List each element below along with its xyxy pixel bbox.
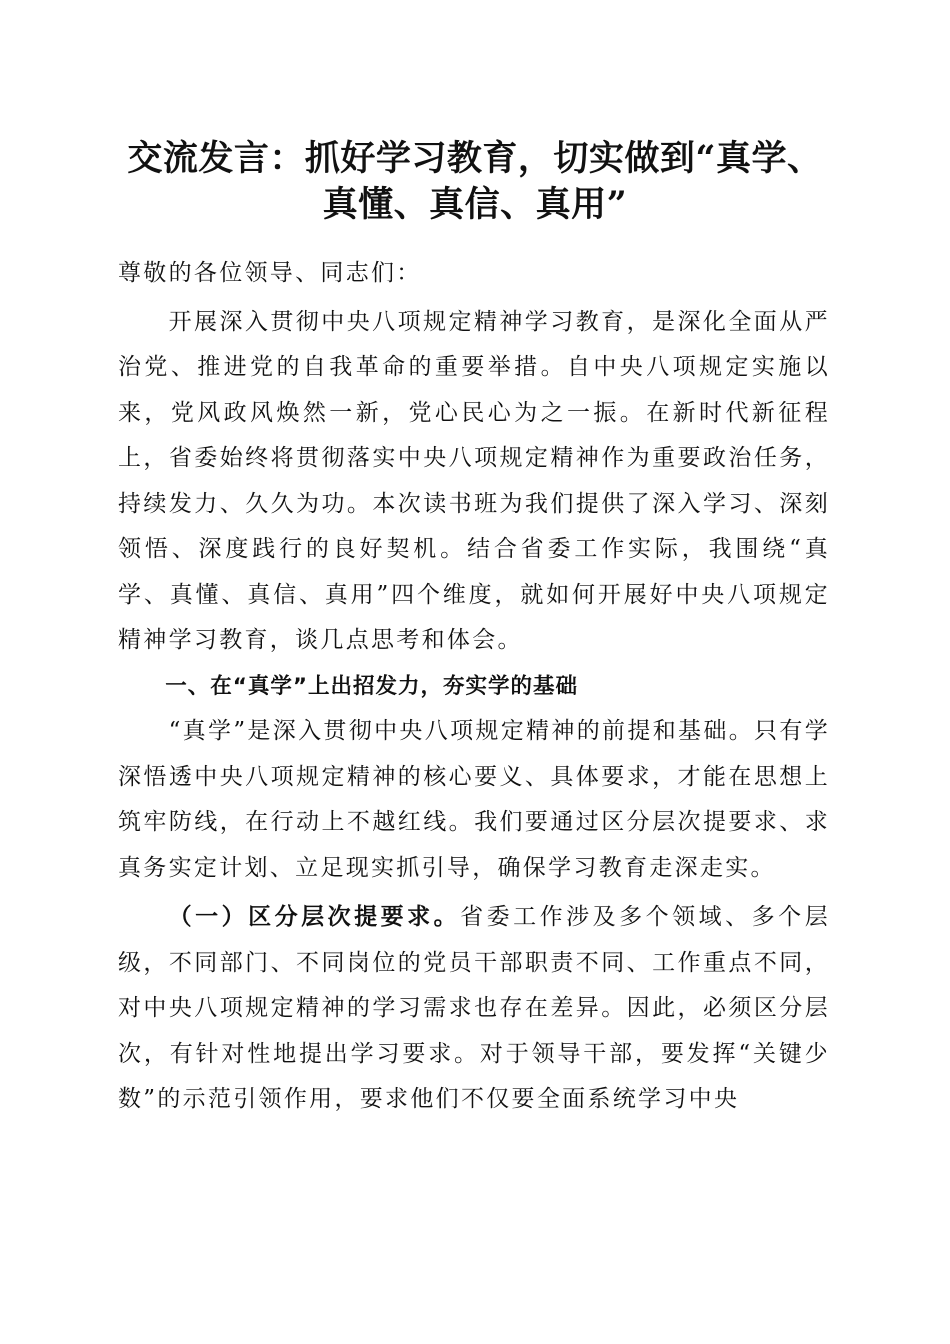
subsection-1-paragraph [118, 894, 830, 1123]
section-1-paragraph: “真学”是深入贯彻中央八项规定精神的前提和基础。只有学深悟透中央八项规定精神的核心要义、具体要求，才能在思想上筑牢防线，在行动上不越红线。我们要通过区分层次提要求、求真务实定计划、立足现实抓引导，确保学习教育走深走实。 [118, 718, 830, 881]
salutation: 尊敬的各位领导、同志们： [118, 260, 422, 286]
intro-paragraph: 开展深入贯彻中央八项规定精神学习教育，是深化全面从严治党、推进党的自我革命的重要举措。自中央八项规定实施以来，党风政风焕然一新，党心民心为之一振。在新时代新征程上，省委始终将贯彻落实中央八项规定精神作为重要政治任务，持续发力、久久为功。本次读书班为我们提供了深入学习、深刻领悟、深度践行的良好契机。结合省委工作实际，我围绕“真学、真懂、真信、真用”四个维度，就如何开展好中央八项规定精神学习教育，谈几点思考和体会。 [118, 308, 830, 653]
title-line-1: 交流发言：抓好学习教育，切实做到“真学、 [127, 138, 823, 179]
title-line-2: 真懂、真信、真用” [322, 184, 628, 225]
section-1-heading: 一、在“真学”上出招发力，夯实学的基础 [165, 673, 579, 699]
subsection-1-text: 省委工作涉及多个领域、多个层级，不同部门、不同岗位的党员干部职责不同、工作重点不同，对中央八项规定精神的学习需求也存在差异。因此，必须区分层次，有针对性地提出学习要求。对于领导干部，要发挥“关键少数”的示范引领作用，要求他们不仅要全面系统学习中央 [118, 904, 830, 1112]
subsection-1-heading: （一）区分层次提要求。 [168, 903, 461, 930]
document-title [100, 136, 850, 228]
document-body [118, 251, 830, 1123]
